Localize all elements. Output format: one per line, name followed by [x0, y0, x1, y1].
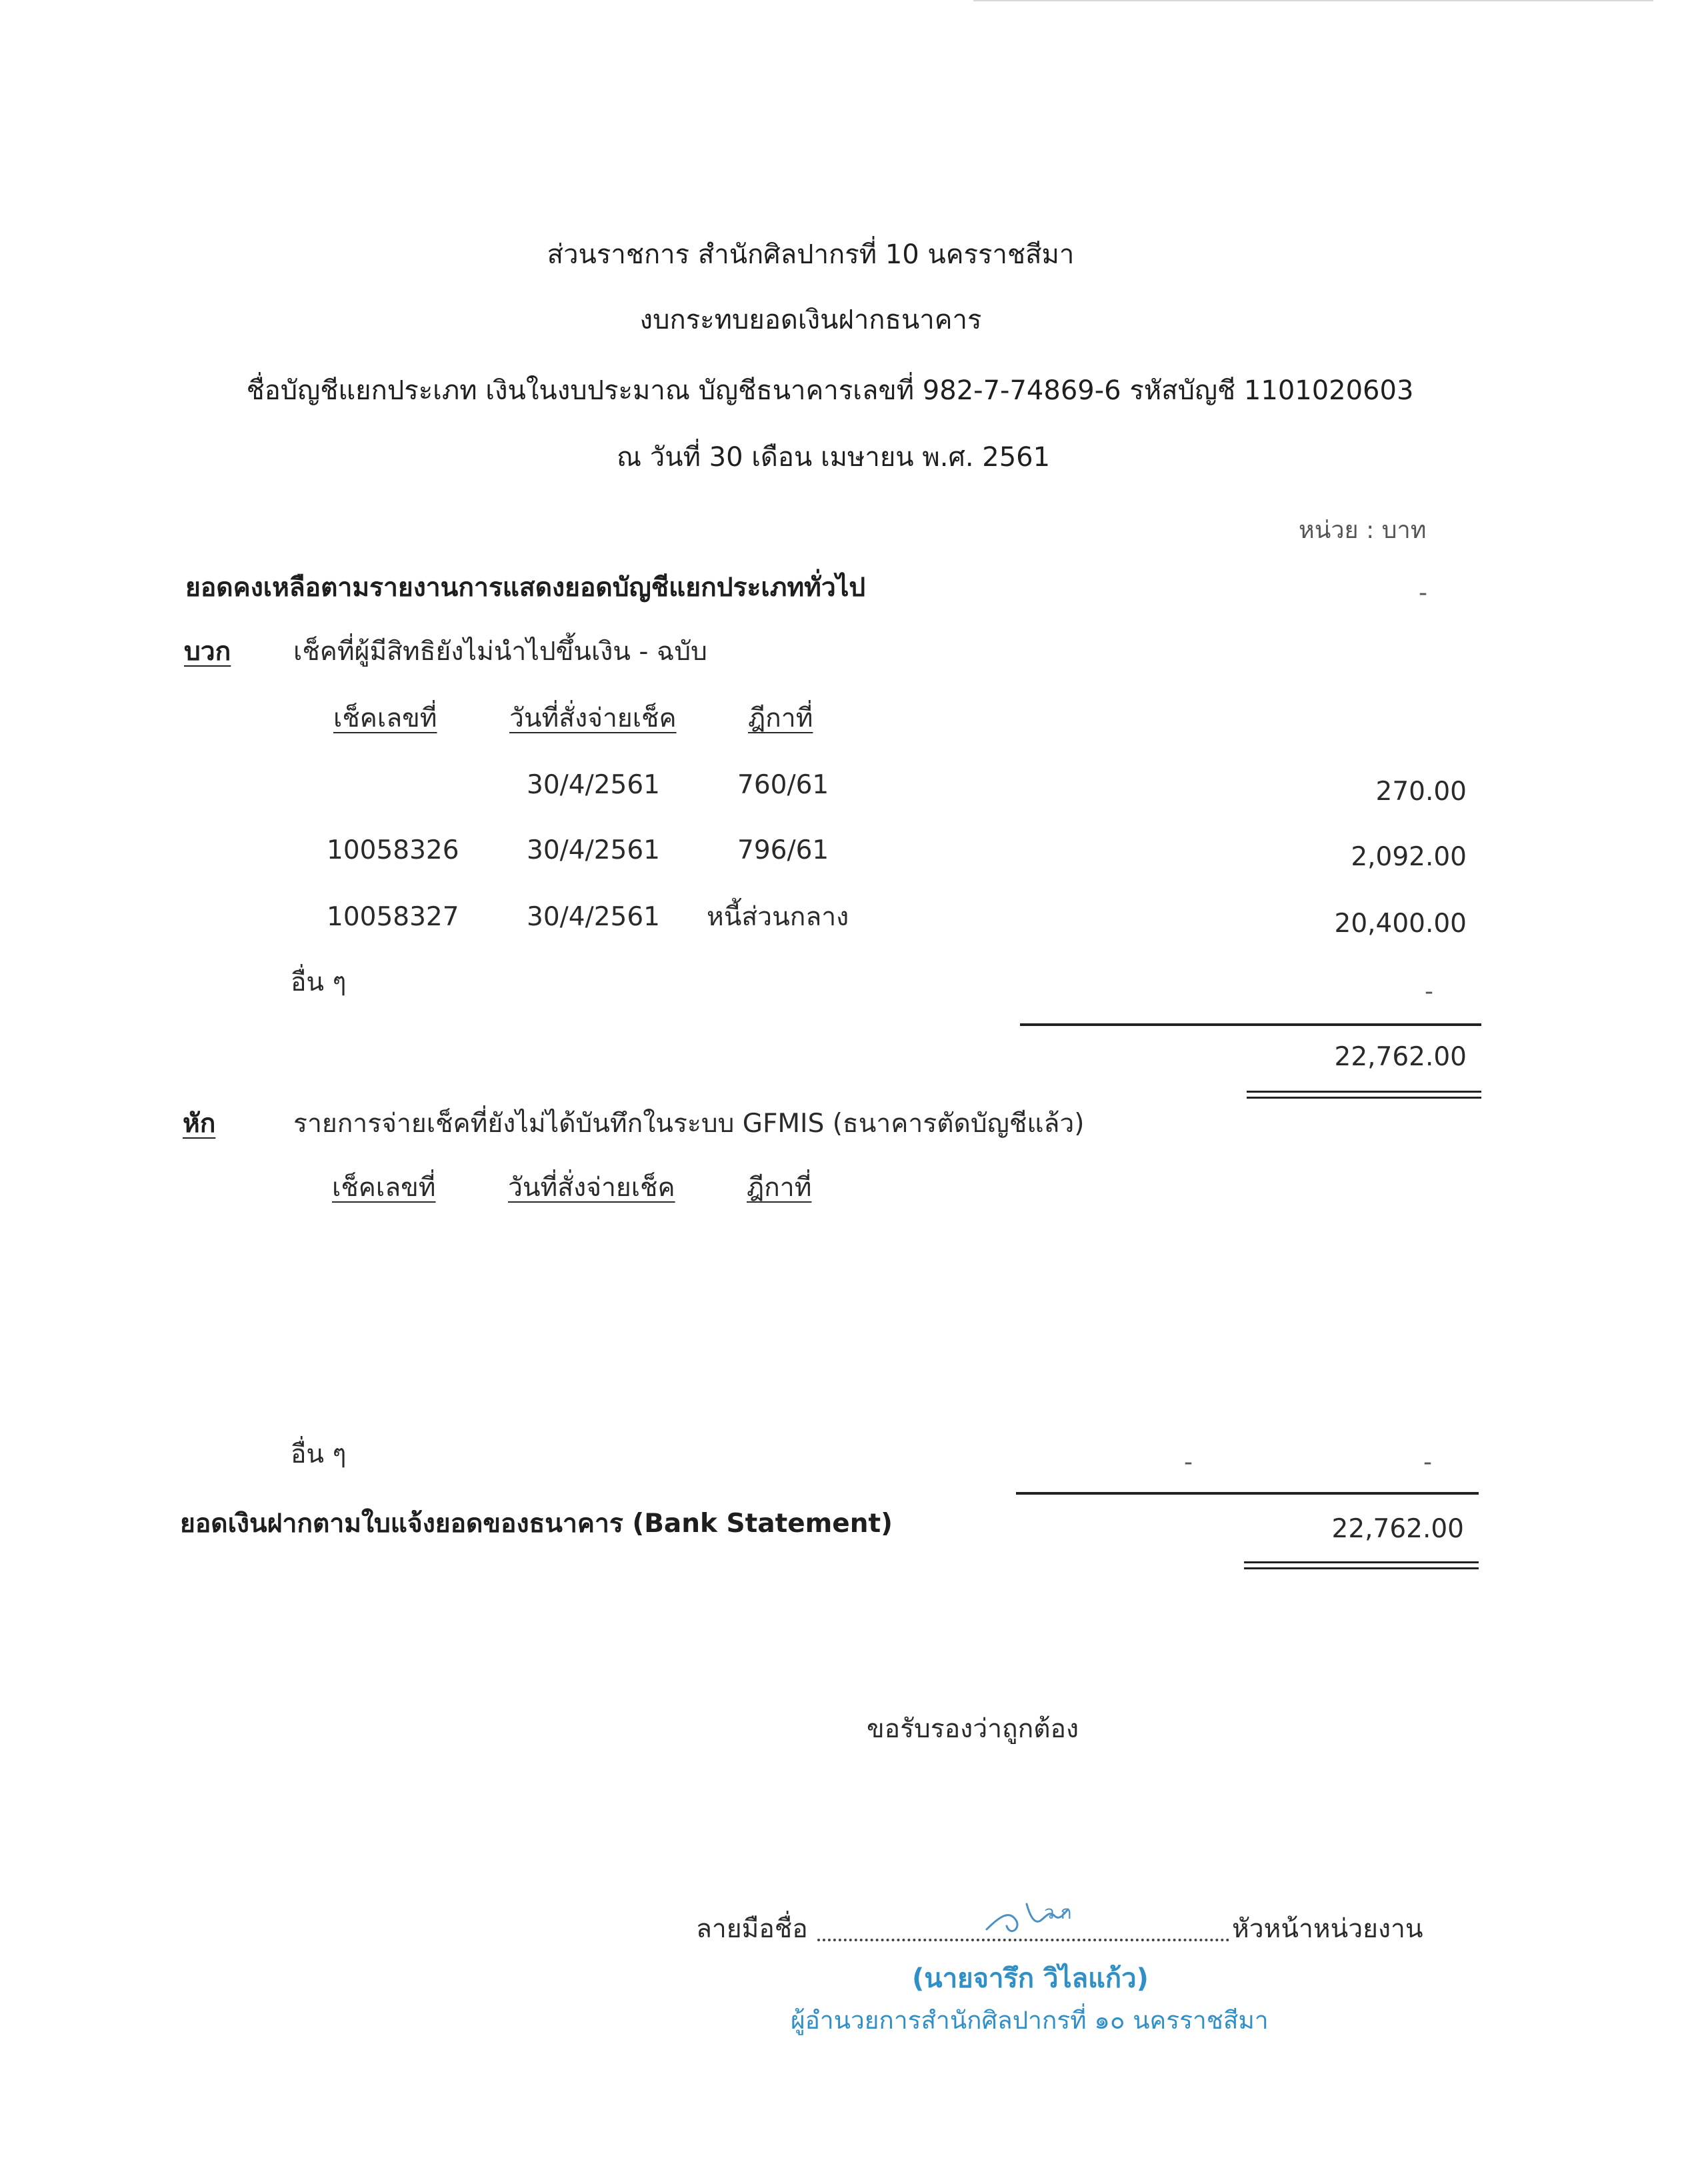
- signature-prefix: ลายมือชื่อ: [696, 1914, 808, 1944]
- add-row-1-date: 30/4/2561: [527, 770, 660, 800]
- signer-position: ผู้อำนวยการสำนักศิลปากรที่ ๑๐ นครราชสีมา: [791, 2006, 1269, 2035]
- handwritten-signature: [980, 1889, 1100, 1949]
- add-row-1-amount: 270.00: [1375, 777, 1467, 807]
- less-section-desc: รายการจ่ายเช็คที่ยังไม่ได้บันทึกในระบบ GFMIS (ธนาคารตัดบัญชีแล้ว): [293, 1109, 1085, 1139]
- add-subtotal-rule: [1020, 1023, 1481, 1026]
- add-row-1-voucher: 760/61: [737, 770, 829, 800]
- unit-label: หน่วย : บาท: [1299, 517, 1427, 544]
- less-col-voucher: ฎีกาที่: [747, 1173, 812, 1203]
- add-col-cheque-no: เช็คเลขที่: [333, 703, 437, 733]
- bank-statement-double-rule-top: [1244, 1561, 1479, 1563]
- add-row-2-cheque: 10058326: [327, 835, 459, 865]
- add-subtotal-double-rule-top: [1247, 1091, 1481, 1093]
- add-subtotal-double-rule-bottom: [1247, 1097, 1481, 1099]
- signature-position-title: หัวหน้าหน่วยงาน: [1232, 1914, 1423, 1944]
- add-row-3-voucher: หนี้ส่วนกลาง: [707, 902, 849, 932]
- add-other-amount: -: [1425, 978, 1433, 1005]
- add-section-title: บวก: [184, 637, 231, 667]
- add-col-voucher: ฎีกาที่: [748, 703, 813, 733]
- bank-statement-double-rule-bottom: [1244, 1567, 1479, 1569]
- signer-name: (นายจารึก วิไลแก้ว): [912, 1963, 1149, 1994]
- add-col-date: วันที่สั่งจ่ายเช็ค: [509, 703, 677, 733]
- bank-statement-label: ยอดเงินฝากตามใบแจ้งยอดของธนาคาร (Bank Statement): [180, 1509, 893, 1539]
- add-row-2-date: 30/4/2561: [527, 835, 660, 865]
- scan-edge-mark: [973, 0, 1653, 1]
- add-subtotal: 22,762.00: [1334, 1042, 1467, 1072]
- gl-balance-label: ยอดคงเหลือตามรายงานการแสดงยอดบัญชีแยกประเภททั่วไป: [185, 573, 866, 603]
- svg-text:ว ก: ว ก: [1044, 1901, 1072, 1923]
- certification-text: ขอรับรองว่าถูกต้อง: [867, 1714, 1079, 1744]
- add-section-desc: เช็คที่ผู้มีสิทธิยังไม่นำไปขึ้นเงิน - ฉบับ: [293, 637, 707, 667]
- gl-balance-amount: -: [1419, 579, 1427, 607]
- less-other-amount: -: [1423, 1449, 1432, 1476]
- add-row-3-date: 30/4/2561: [527, 902, 660, 932]
- less-col-date: วันที่สั่งจ่ายเช็ค: [508, 1173, 675, 1203]
- agency-title: ส่วนราชการ สำนักศิลปากรที่ 10 นครราชสีมา: [547, 239, 1075, 270]
- report-date: ณ วันที่ 30 เดือน เมษายน พ.ศ. 2561: [616, 442, 1051, 473]
- less-section-title: หัก: [183, 1109, 216, 1139]
- add-row-3-cheque: 10058327: [327, 902, 459, 932]
- less-col-cheque-no: เช็คเลขที่: [332, 1173, 436, 1203]
- add-row-2-amount: 2,092.00: [1351, 842, 1467, 872]
- less-other-label: อื่น ๆ: [291, 1439, 347, 1469]
- add-row-3-amount: 20,400.00: [1334, 909, 1467, 939]
- bank-statement-amount: 22,762.00: [1331, 1514, 1464, 1544]
- report-title: งบกระทบยอดเงินฝากธนาคาร: [639, 305, 982, 335]
- add-other-label: อื่น ๆ: [291, 967, 347, 997]
- less-subtotal-rule: [1016, 1492, 1479, 1495]
- add-row-2-voucher: 796/61: [737, 835, 829, 865]
- less-other-amount-mid: -: [1184, 1449, 1193, 1476]
- account-line: ชื่อบัญชีแยกประเภท เงินในงบประมาณ บัญชีธนาคารเลขที่ 982-7-74869-6 รหัสบัญชี 1101020603: [246, 375, 1414, 406]
